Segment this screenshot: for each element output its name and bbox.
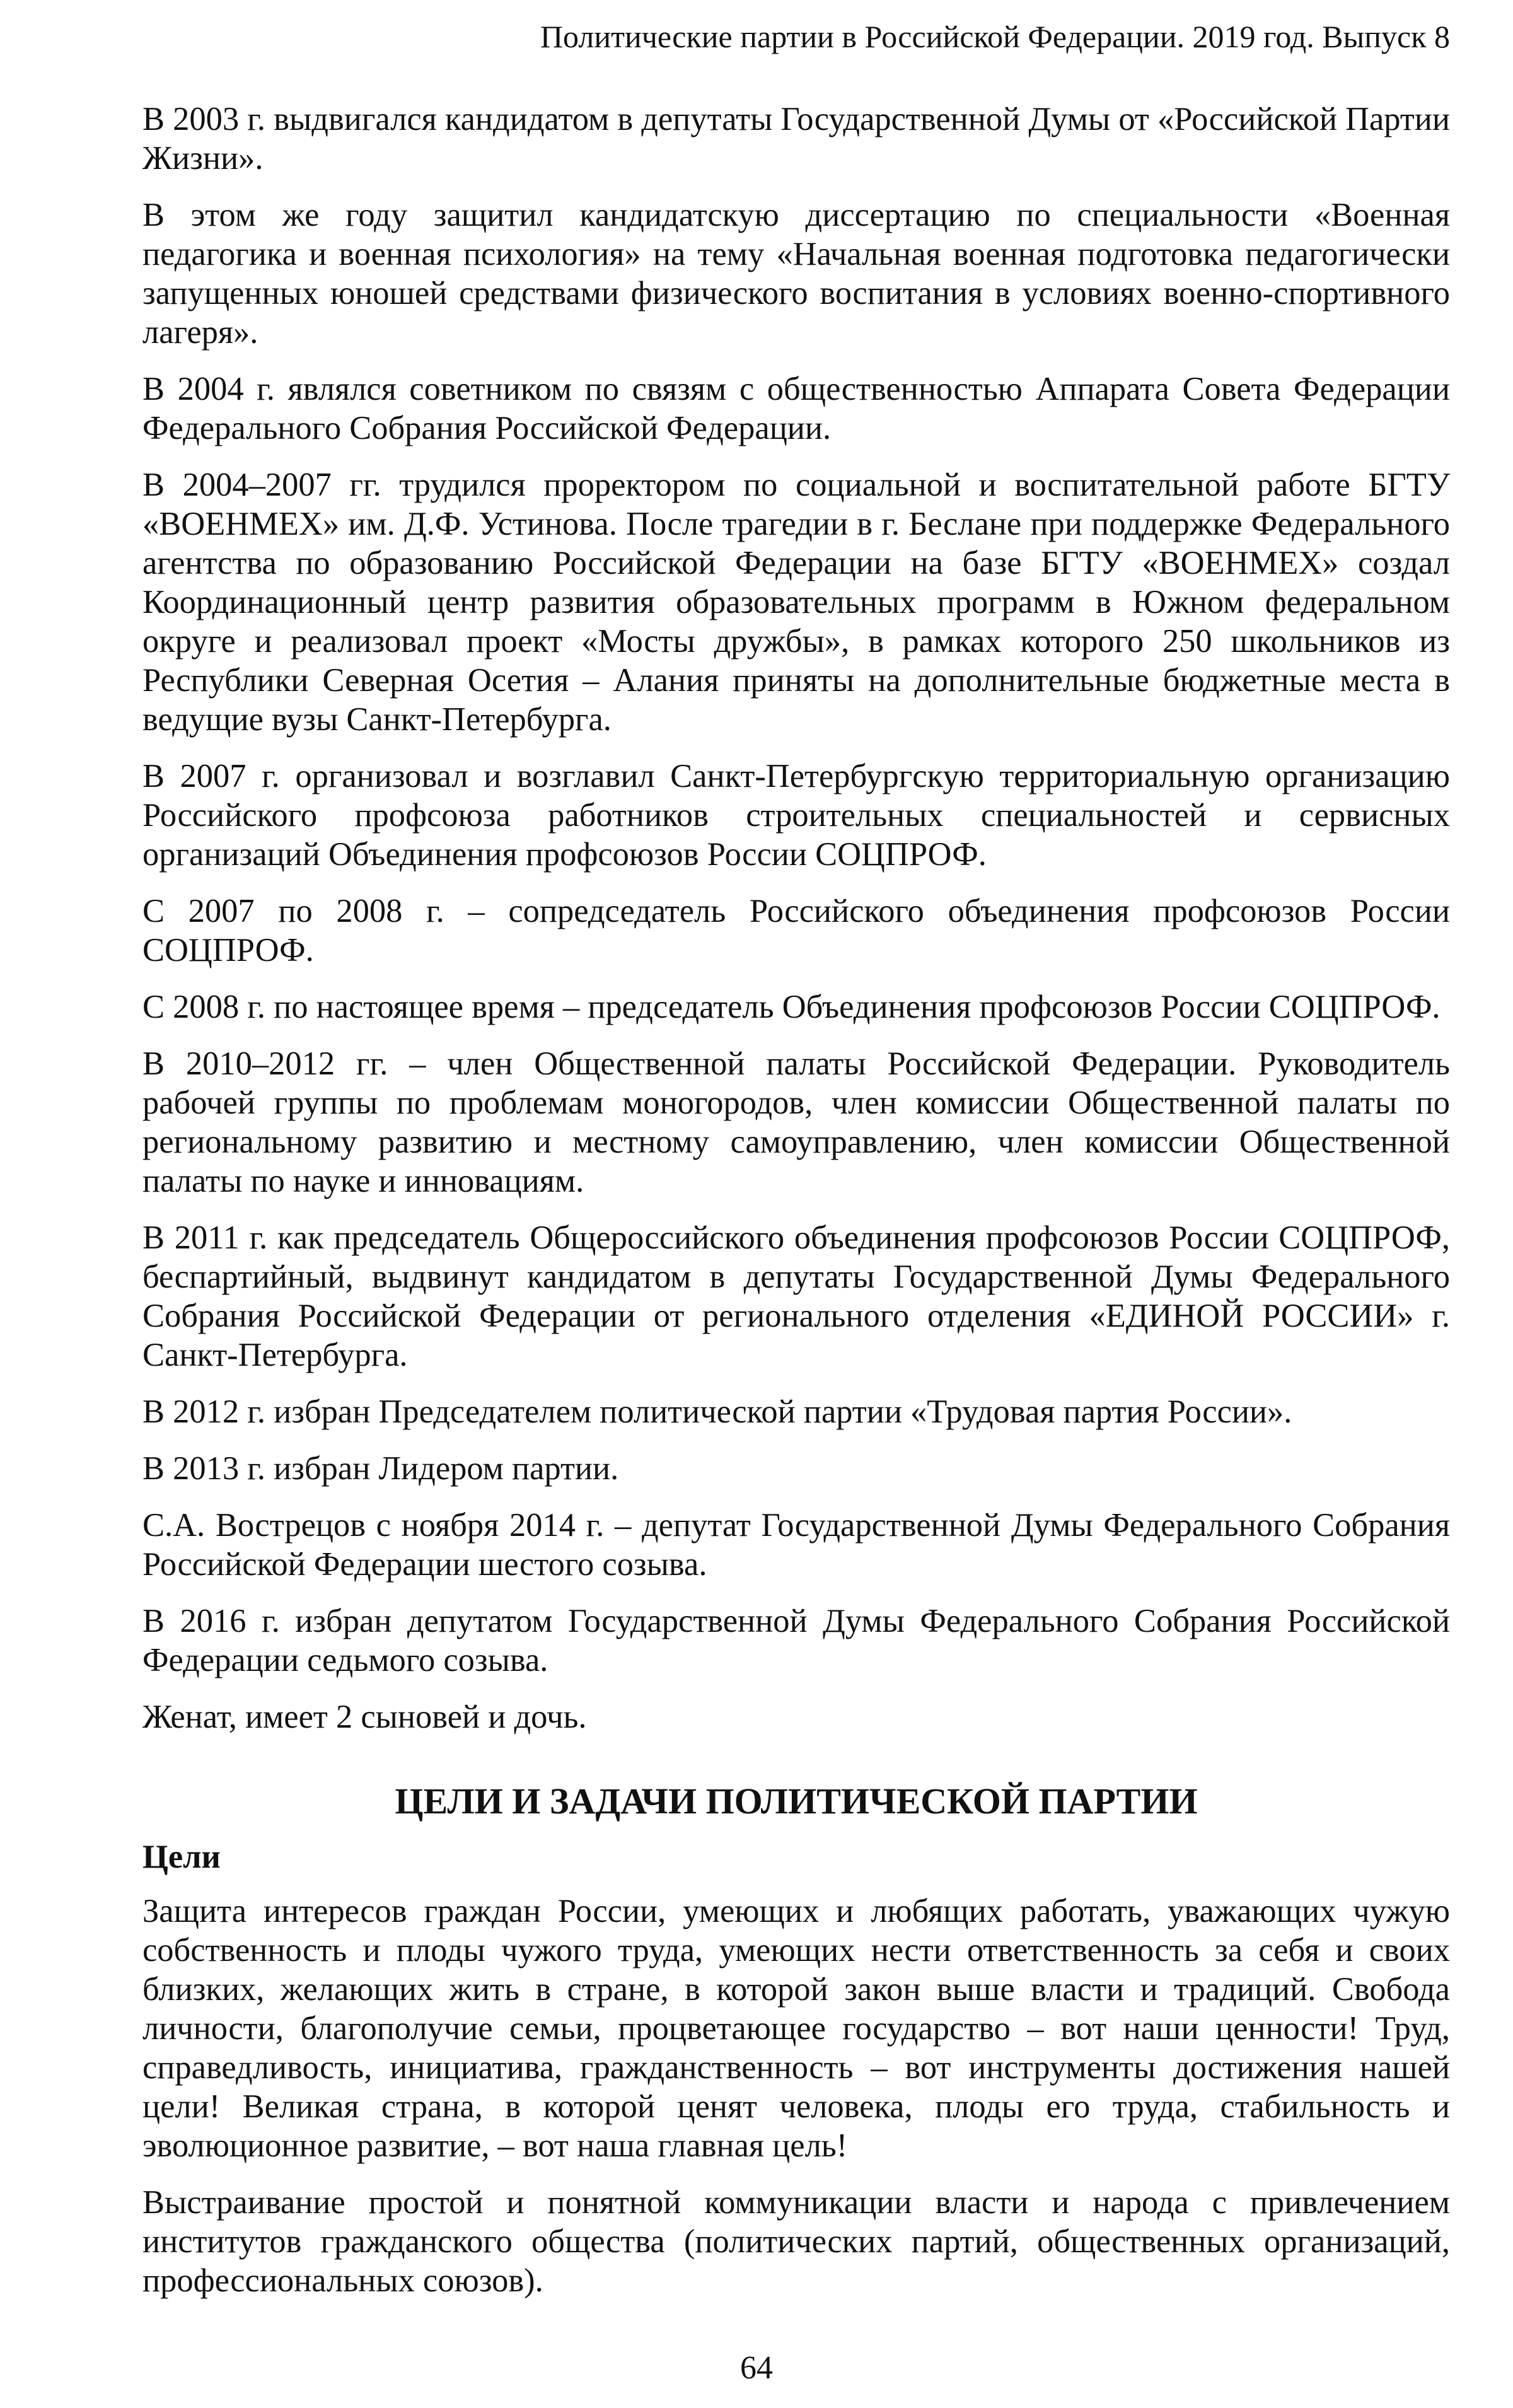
biography-paragraph: С 2008 г. по настоящее время – председатель Объединения профсоюзов России СОЦПРОФ. <box>142 989 1441 1025</box>
goals-paragraph: Выстраивание простой и понятной коммуникации власти и народа с привлечением институтов гражданского общества (политических партий, общественных организаций, профессиональных союзов). <box>142 2184 1450 2299</box>
biography-paragraph: В 2010–2012 гг. – член Общественной палаты Российской Федерации. Руководитель рабочей группы по проблемам моногородов, член комиссии Общественной палаты по региональному развитию и местному самоуправлению, член комиссии Общественной палаты по науке и инновациям. <box>142 1045 1450 1199</box>
section-title: ЦЕЛИ И ЗАДАЧИ ПОЛИТИЧЕСКОЙ ПАРТИИ <box>395 1781 1198 1822</box>
biography-paragraph: В 2004 г. являлся советником по связям с общественностью Аппарата Совета Федерации Федерального Собрания Российской Федерации. <box>142 371 1450 446</box>
page-body <box>142 100 1450 2318</box>
biography-paragraph: С 2007 по 2008 г. – сопредседатель Российского объединения профсоюзов России СОЦПРОФ. <box>142 893 1450 968</box>
goals-section <box>142 1779 1450 2300</box>
biography-paragraph: С.А. Вострецов с ноября 2014 г. – депутат Государственной Думы Федерального Собрания Российской Федерации шестого созыва. <box>142 1507 1450 1583</box>
biography-paragraph: В 2011 г. как председатель Общероссийского объединения профсоюзов России СОЦПРОФ, беспартийный, выдвинут кандидатом в депутаты Государственной Думы Федерального Собрания Российской Федерации от регионального отделения «ЕДИНОЙ РОССИИ» г. Санкт-Петербурга. <box>142 1219 1450 1373</box>
biography-section <box>142 100 1450 1736</box>
biography-paragraph: В 2012 г. избран Председателем политической партии «Трудовая партия России». <box>142 1393 1292 1430</box>
biography-paragraph: В 2004–2007 гг. трудился проректором по социальной и воспитательной работе БГТУ «ВОЕНМЕХ» им. Д.Ф. Устинова. После трагедии в г. Беслане при поддержке Федерального агентства по образованию Российской Федерации на базе БГТУ «ВОЕНМЕХ» создал Координационный центр развития образовательных программ в Южном федеральном округе и реализовал проект «Мосты дружбы», в рамках которого 250 школьников из Республики Северная Осетия – Алания приняты на дополнительные бюджетные места в ведущие вузы Санкт-Петербурга. <box>142 467 1450 738</box>
goals-paragraph: Защита интересов граждан России, умеющих и любящих работать, уважающих чужую собственность и плоды чужого труда, умеющих нести ответственность за себя и своих близких, желающих жить в стране, в которой закон выше власти и традиций. Свобода личности, благополучие семьи, процветающее государство – вот наши ценности! Труд, справедливость, инициатива, гражданственность – вот инструменты достижения нашей цели! Великая страна, в которой ценят человека, плоды его труда, стабильность и эволюционное развитие, – вот наша главная цель! <box>142 1893 1450 2164</box>
biography-paragraph: В 2016 г. избран депутатом Государственной Думы Федерального Собрания Российской Федерации седьмого созыва. <box>142 1603 1450 1678</box>
biography-paragraph: В 2013 г. избран Лидером партии. <box>142 1450 619 1487</box>
biography-paragraph: В 2007 г. организовал и возглавил Санкт-Петербургскую территориальную организацию Российского профсоюза работников строительных специальностей и сервисных организаций Объединения профсоюзов России СОЦПРОФ. <box>142 758 1450 873</box>
page-number: 64 <box>740 2350 773 2386</box>
running-header: Политические партии в Российской Федерации. 2019 год. Выпуск 8 <box>540 19 1450 54</box>
biography-paragraph: Женат, имеет 2 сыновей и дочь. <box>142 1699 587 1735</box>
subsection-title: Цели <box>142 1839 221 1875</box>
biography-paragraph: В этом же году защитил кандидатскую диссертацию по специальности «Военная педагогика и военная психология» на тему «Начальная военная подготовка педагогически запущенных юношей средствами физического воспитания в условиях военно-спортивного лагеря». <box>142 197 1450 351</box>
biography-paragraph: В 2003 г. выдвигался кандидатом в депутаты Государственной Думы от «Российской Партии Жизни». <box>142 101 1450 177</box>
